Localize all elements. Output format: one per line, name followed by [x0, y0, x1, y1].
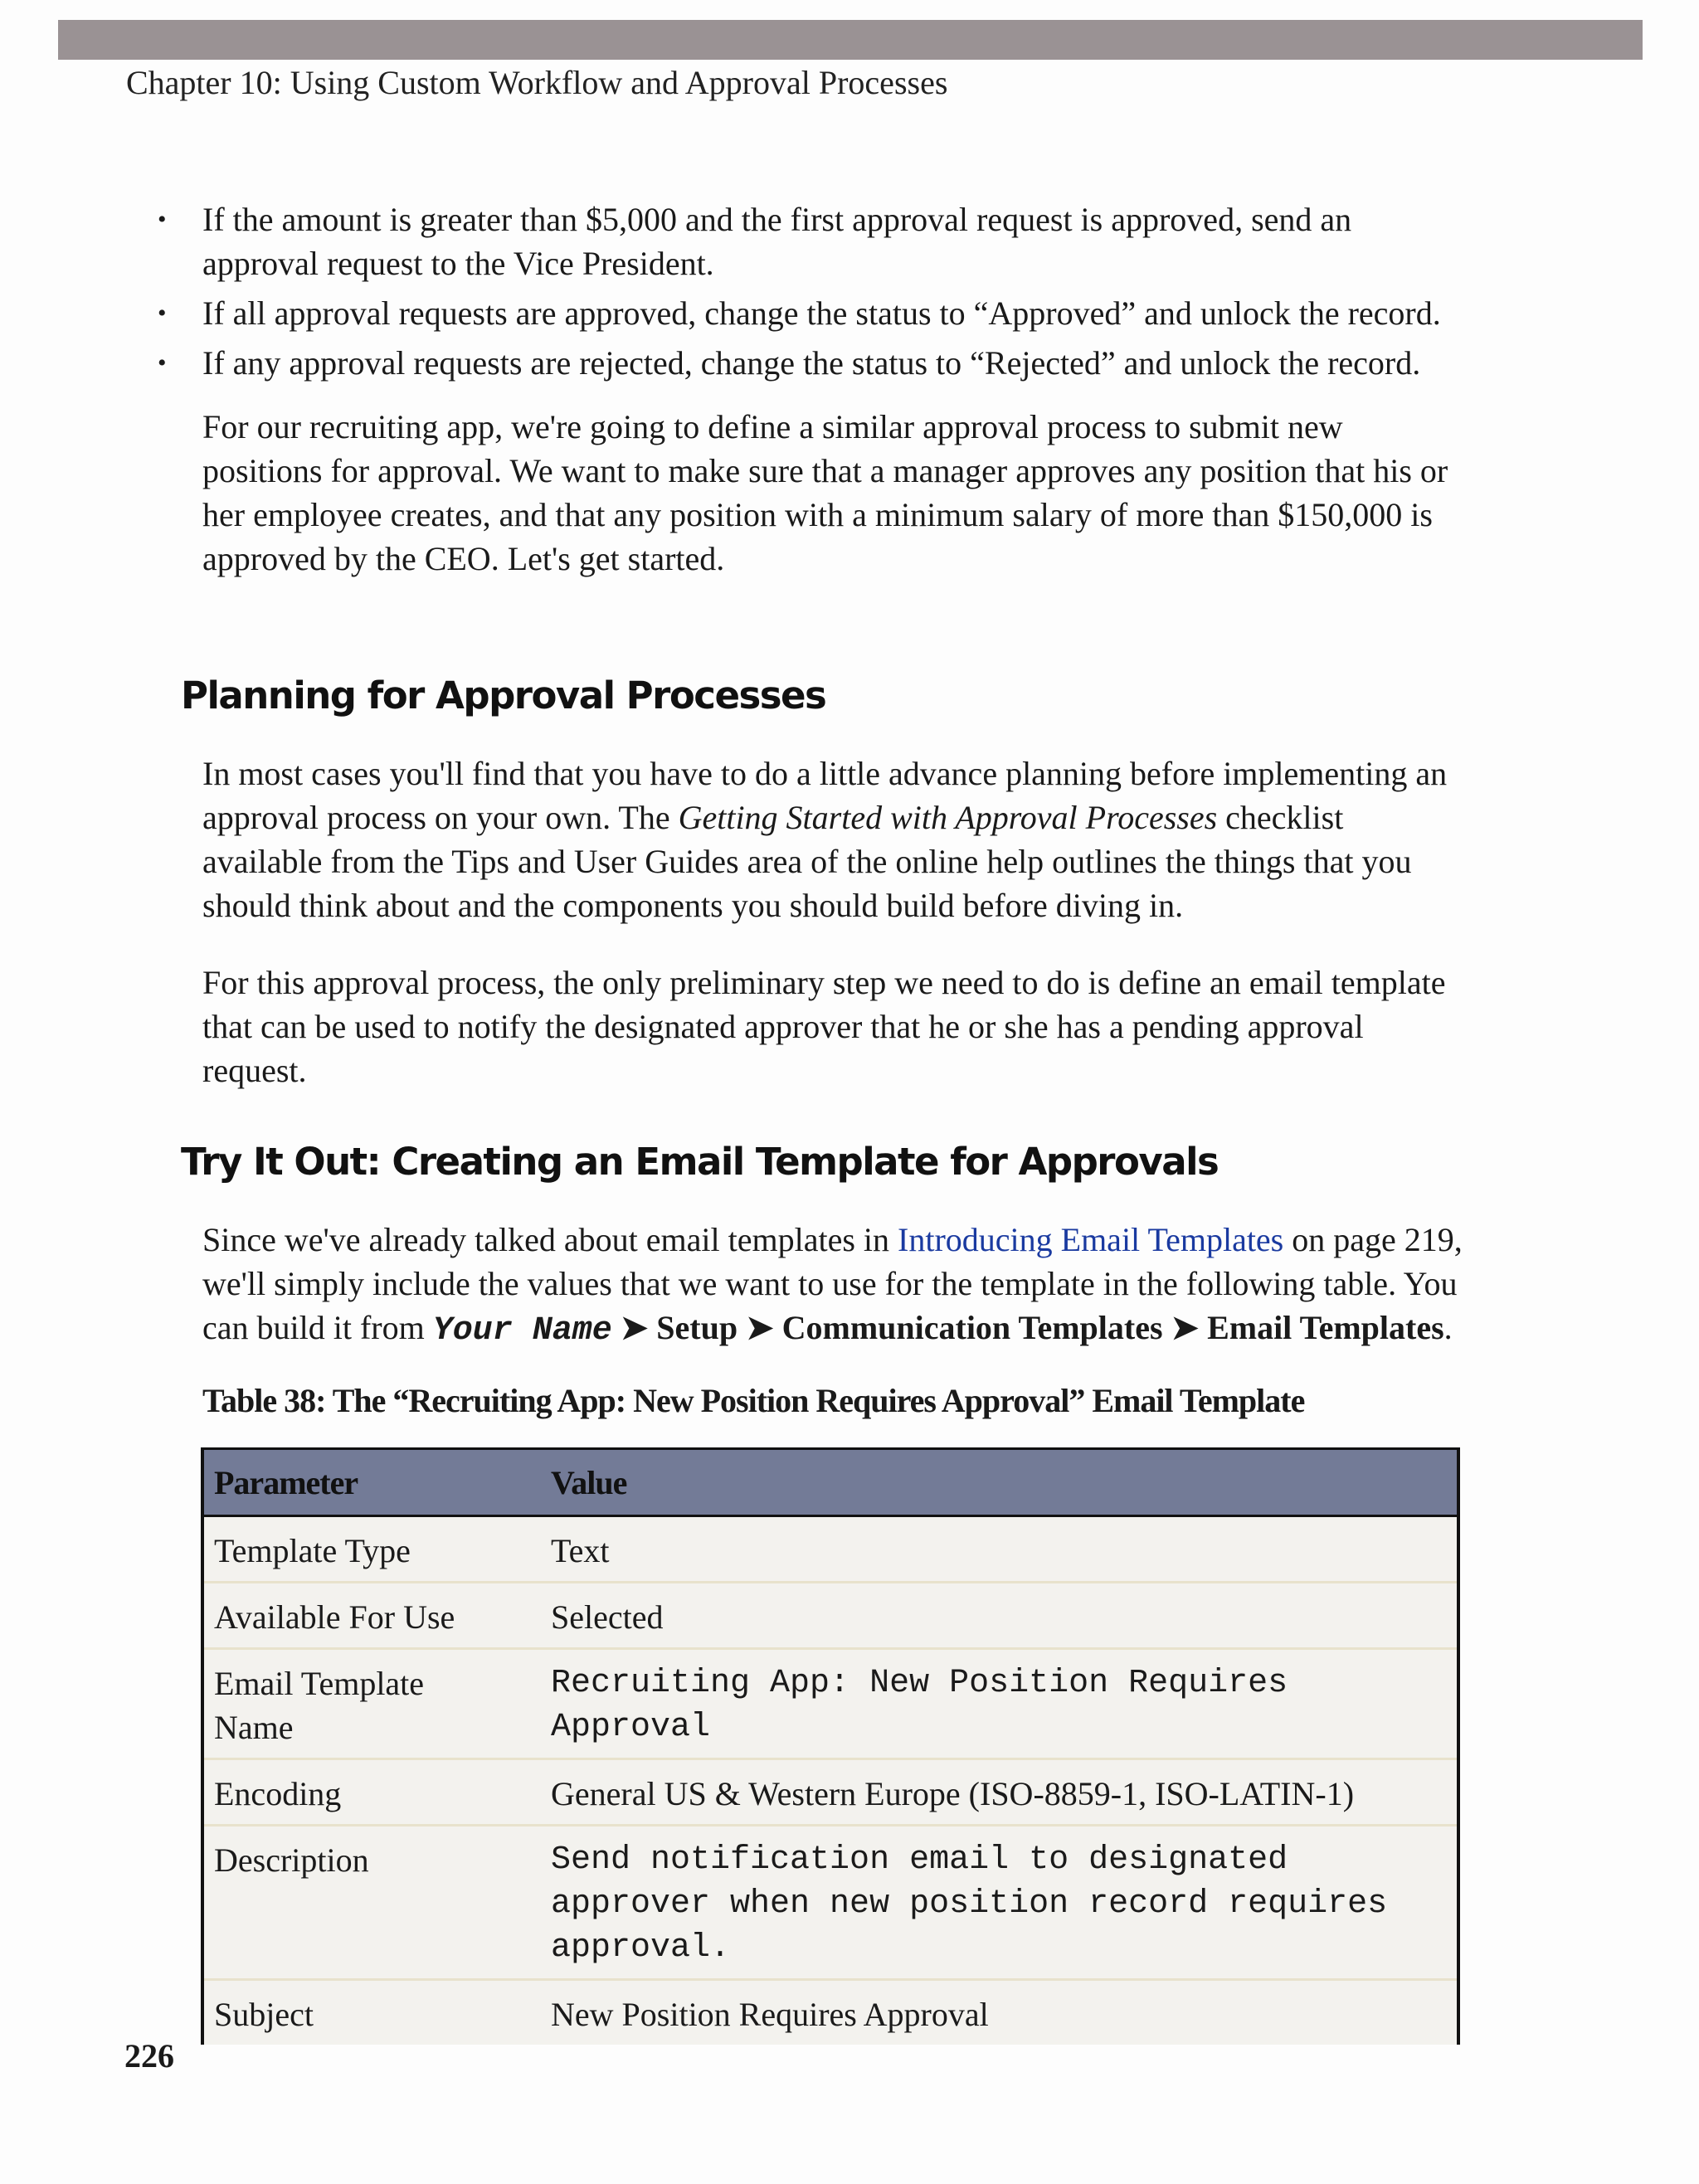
value-cell: General US & Western Europe (ISO-8859-1, ISO-LATIN-1) [541, 1759, 1458, 1826]
table-row [202, 1826, 1458, 1980]
email-template-table [201, 1447, 1460, 2045]
list-item: • If any approval requests are rejected, change the status to “Rejected” and unlock the record. [202, 341, 1463, 385]
table-row [202, 1759, 1458, 1826]
page-number: 226 [124, 2037, 174, 2075]
section-heading-try-it-out: Try It Out: Creating an Email Template for Approvals [181, 1140, 1219, 1184]
parameter-cell: Subject [202, 1980, 541, 2045]
table-row [202, 1583, 1458, 1649]
bullet-icon: • [158, 299, 167, 327]
value-cell: Recruiting App: New Position Requires Approval [541, 1649, 1458, 1759]
column-header-value: Value [541, 1449, 1458, 1516]
path-setup: Setup [656, 1309, 738, 1346]
value-cell: New Position Requires Approval [541, 1980, 1458, 2045]
parameter-cell: Template Type [202, 1516, 541, 1583]
path-your-name: Your Name [432, 1312, 612, 1350]
chapter-header: Chapter 10: Using Custom Workflow and Approval Processes [126, 64, 948, 101]
try-it-out-paragraph: Since we've already talked about email templates in Introducing Email Templates on page 219, we'll simply include the values that we want to use for the template in the following table. You can build it from Your Name ➤ Setup ➤ Communication Templates ➤ Email Templates. [202, 1221, 1463, 1350]
value-cell: Send notification email to designated approver when new position record requires approval. [541, 1826, 1458, 1980]
parameter-cell: Available For Use [202, 1583, 541, 1649]
intro-bullet-list [158, 197, 1463, 391]
planning-paragraph-1: In most cases you'll find that you have to do a little advance planning before implementing an approval process on your own. The Getting Started with Approval Processes checklist available from the Tips and User Guides area of the online help outlines the things that you should think about and the components you should build before diving in. [202, 755, 1448, 924]
path-communication-templates: Communication Templates [781, 1309, 1163, 1346]
path-email-templates: Email Templates [1207, 1309, 1444, 1346]
table-row [202, 1516, 1458, 1583]
email-templates-link[interactable]: Introducing Email Templates [898, 1221, 1284, 1258]
section-heading-planning: Planning for Approval Processes [181, 674, 826, 717]
table-row [202, 1980, 1458, 2045]
header-bar [58, 20, 1643, 60]
table-row [202, 1649, 1458, 1759]
value-cell: Text [541, 1516, 1458, 1583]
list-item: • If all approval requests are approved, change the status to “Approved” and unlock the record. [202, 291, 1463, 335]
parameter-cell: Email Template Name [202, 1649, 541, 1759]
table-header-row [202, 1449, 1458, 1516]
bullet-icon: • [158, 206, 167, 233]
value-cell: Selected [541, 1583, 1458, 1649]
table-caption: Table 38: The “Recruiting App: New Position Requires Approval” Email Template [202, 1382, 1305, 1419]
parameter-cell: Encoding [202, 1759, 541, 1826]
parameter-cell: Description [202, 1826, 541, 1980]
column-header-parameter: Parameter [202, 1449, 541, 1516]
planning-paragraph-2: For this approval process, the only preliminary step we need to do is define an email template that can be used to notify the designated approver that he or she has a pending approval request. [202, 964, 1446, 1089]
bullet-icon: • [158, 349, 167, 377]
list-item: • If the amount is greater than $5,000 and the first approval request is approved, send an approval request to the Vice President. [202, 197, 1463, 285]
intro-paragraph: For our recruiting app, we're going to define a similar approval process to submit new positions for approval. We want to make sure that a manager approves any position that his or her employee creates, and that any position with a minimum salary of more than $150,000 is approved by the CEO. Let's get started. [202, 408, 1448, 577]
guide-title: Getting Started with Approval Processes [678, 799, 1218, 836]
